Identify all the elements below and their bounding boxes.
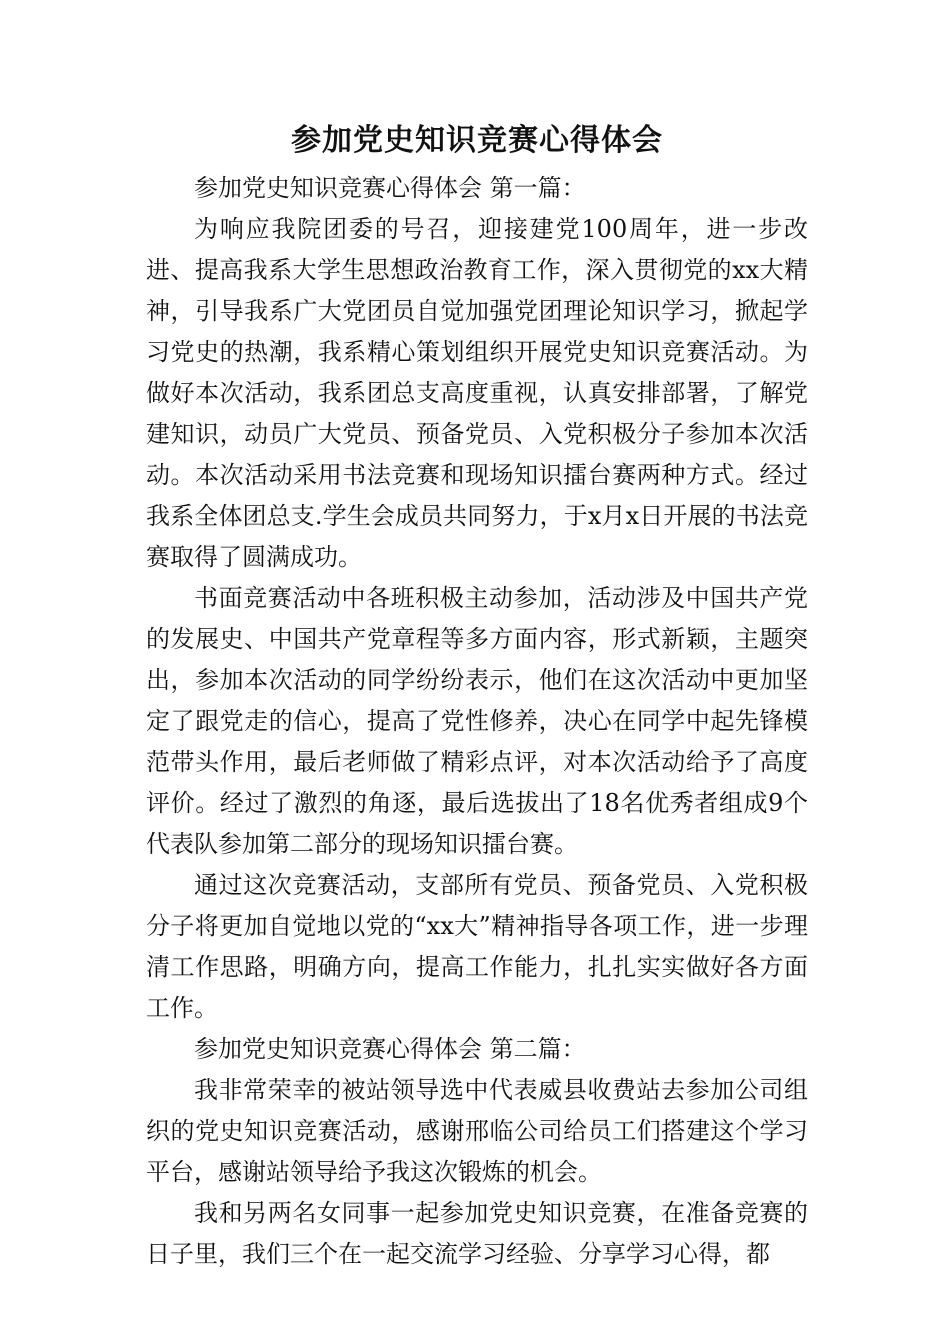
body-paragraph: 通过这次竞赛活动，支部所有党员、预备党员、入党积极分子将更加自觉地以党的“xx大”精神指导各项工作，进一步理清工作思路，明确方向，提高工作能力，扎扎实实做好各方面工作。 — [146, 871, 808, 1022]
body-paragraph: 书面竞赛活动中各班积极主动参加，活动涉及中国共产党的发展史、中国共产党章程等多方面内容，形式新颖，主题突出，参加本次活动的同学纷纷表示，他们在这次活动中更加坚定了跟党走的信心，提高了党性修养，决心在同学中起先锋模范带头作用，最后老师做了精彩点评，对本次活动给予了高度评价。经过了激烈的角逐，最后选拔出了18名优秀者组成9个代表队参加第二部分的现场知识擂台赛。 — [146, 584, 808, 858]
document-title: 参加党史知识竞赛心得体会 — [291, 123, 663, 158]
body-paragraph: 为响应我院团委的号召，迎接建党100周年，进一步改进、提高我系大学生思想政治教育工作，深入贯彻党的xx大精神，引导我系广大党团员自觉加强党团理论知识学习，掀起学习党史的热潮，我系精心策划组织开展党史知识竞赛活动。为做好本次活动，我系团总支高度重视，认真安排部署，了解党建知识，动员广大党员、预备党员、入党积极分子参加本次活动。本次活动采用书法竞赛和现场知识擂台赛两种方式。经过我系全体团总支.学生会成员共同努力，于x月x日开展的书法竞赛取得了圆满成功。 — [146, 215, 808, 571]
section-heading-1: 参加党史知识竞赛心得体会 第一篇： — [194, 174, 586, 202]
section-heading-2: 参加党史知识竞赛心得体会 第二篇： — [194, 1035, 586, 1063]
body-paragraph: 我非常荣幸的被站领导选中代表威县收费站去参加公司组织的党史知识竞赛活动，感谢邢临公司给员工们搭建这个学习平台，感谢站领导给予我这次锻炼的机会。 — [146, 1076, 808, 1186]
body-paragraph: 我和另两名女同事一起参加党史知识竞赛，在准备竞赛的日子里，我们三个在一起交流学习经验、分享学习心得，都 — [146, 1199, 808, 1268]
document-page — [146, 118, 808, 1275]
